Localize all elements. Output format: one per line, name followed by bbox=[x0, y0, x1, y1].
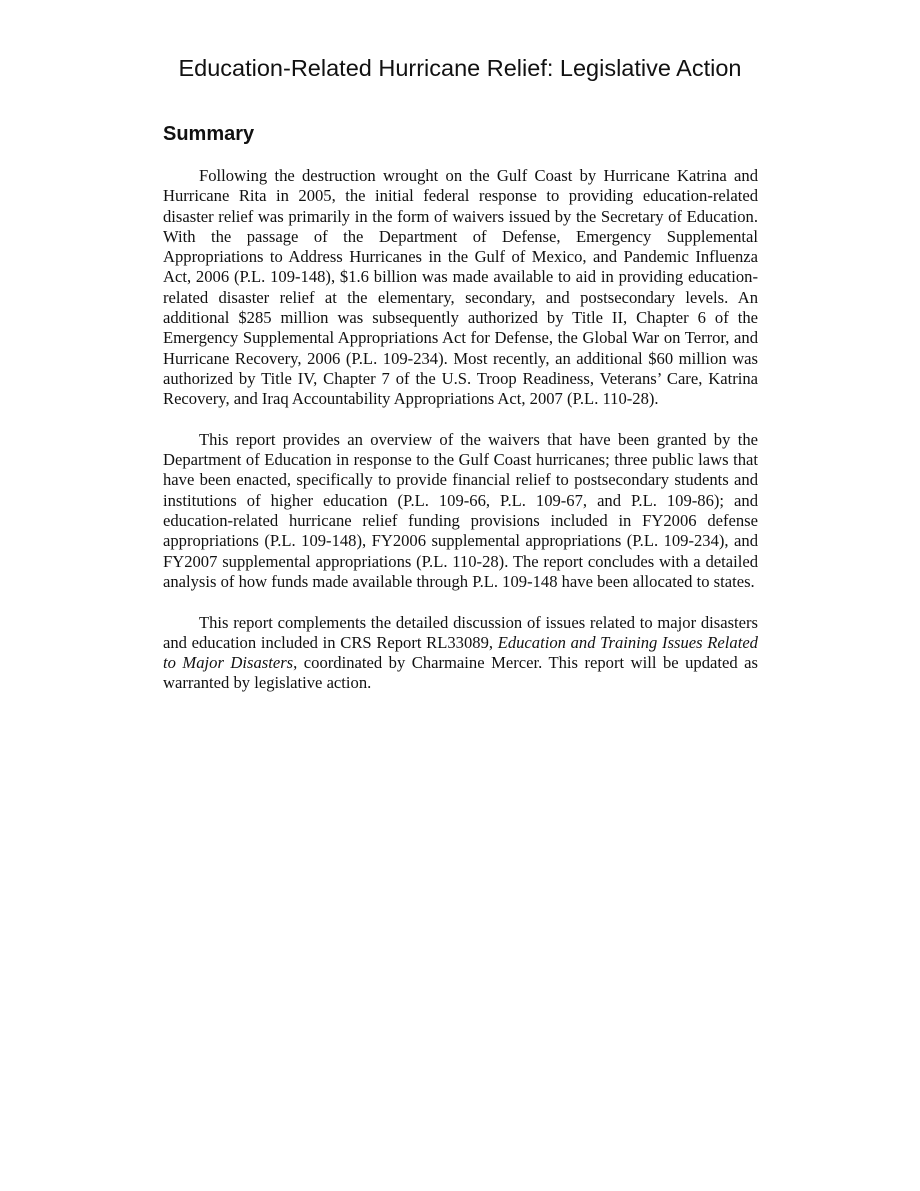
summary-paragraph-3 bbox=[163, 613, 758, 694]
summary-paragraph-2: This report provides an overview of the waivers that have been granted by the Department of Education in response to the Gulf Coast hurricanes; three public laws that have been enacted, specifically to provide financial relief to postsecondary students and institutions of higher education (P.L. 109-66, P.L. 109-67, and P.L. 109-86); and education-related hurricane relief funding provisions included in FY2006 defense appropriations (P.L. 109-148), FY2006 supplemental appropriations (P.L. 109-234), and FY2007 supplemental appropriations (P.L. 110-28). The report concludes with a detailed analysis of how funds made available through P.L. 109-148 have been allocated to states. bbox=[163, 429, 758, 591]
document-title: Education-Related Hurricane Relief: Legislative Action bbox=[178, 55, 742, 81]
paragraph-3-text-before: This report complements the detailed discussion of issues related to major disasters and education included in CRS Report RL33089, bbox=[163, 612, 758, 652]
summary-paragraph-1: Following the destruction wrought on the Gulf Coast by Hurricane Katrina and Hurricane Rita in 2005, the initial federal response to providing education-related disaster relief was primarily in the form of waivers issued by the Secretary of Education. With the passage of the Department of Defense, Emergency Supplemental Appropriations to Address Hurricanes in the Gulf of Mexico, and Pandemic Influenza Act, 2006 (P.L. 109-148), $1.6 billion was made available to aid in providing education-related disaster relief at the elementary, secondary, and postsecondary levels. An additional $285 million was subsequently authorized by Title II, Chapter 6 of the Emergency Supplemental Appropriations Act for Defense, the Global War on Terror, and Hurricane Recovery, 2006 (P.L. 109-234). Most recently, an additional $60 million was authorized by Title IV, Chapter 7 of the U.S. Troop Readiness, Veterans’ Care, Katrina Recovery, and Iraq Accountability Appropriations Act, 2007 (P.L. 110-28). bbox=[163, 166, 758, 409]
summary-heading: Summary bbox=[163, 123, 255, 145]
paragraph-3-text-after: , coordinated by Charmaine Mercer. This report will be updated as warranted by legislative action. bbox=[163, 653, 759, 693]
summary-body bbox=[163, 166, 758, 694]
report-title-italic: Education and Training Issues Related to Major Disasters bbox=[163, 632, 758, 673]
